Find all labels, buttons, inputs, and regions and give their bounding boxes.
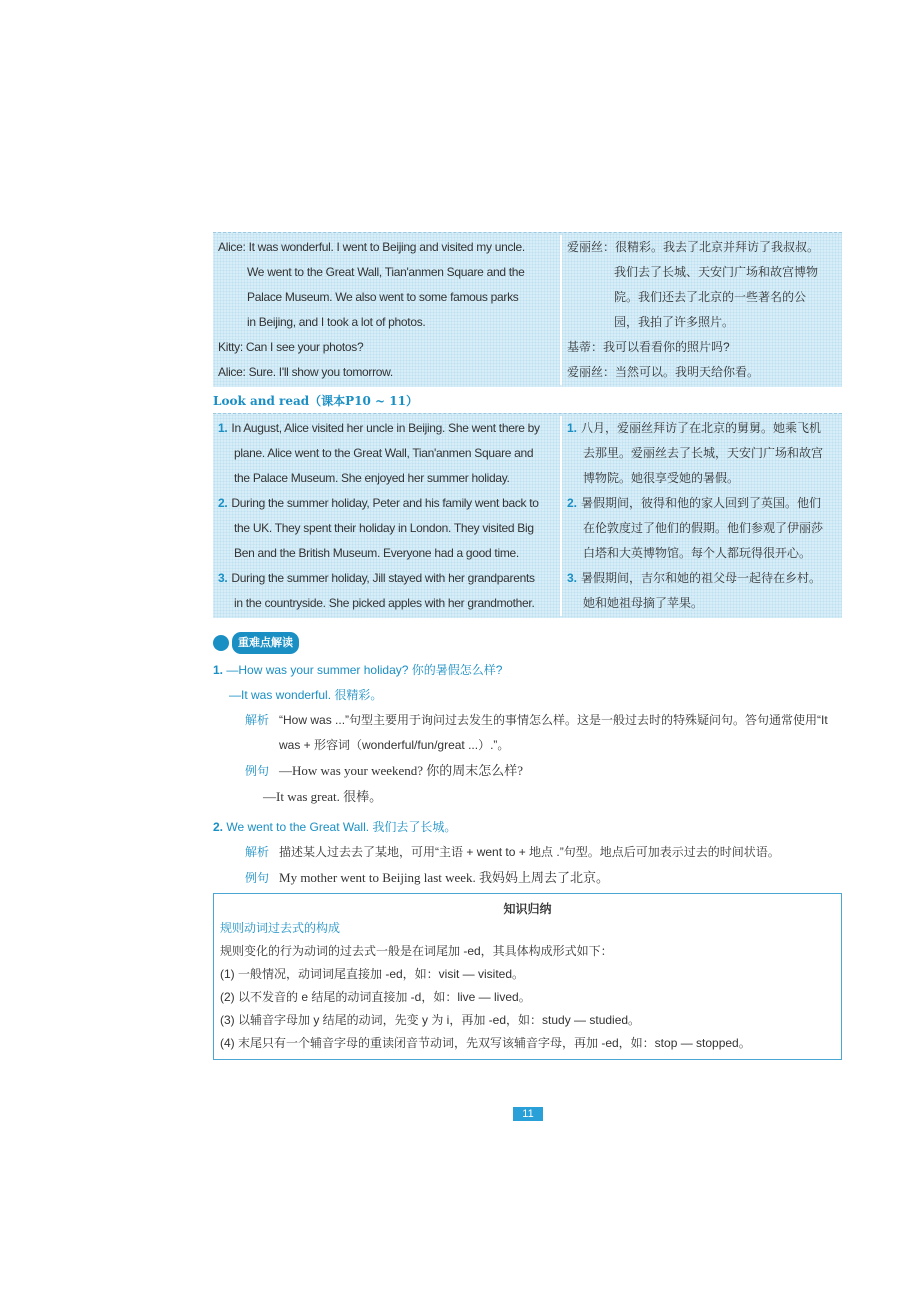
item-number: 1. bbox=[218, 421, 228, 435]
dialogue-line: Kitty: Can I see your photos? bbox=[213, 335, 562, 360]
look-read-line bbox=[213, 491, 562, 516]
page-number: 11 bbox=[513, 1107, 543, 1121]
item-number: 3. bbox=[218, 571, 228, 585]
translation-line: 院。我们还去了北京的一些著名的公 bbox=[614, 290, 807, 304]
item-text: 暑假期间，吉尔和她的祖父母一起待在乡村。 bbox=[581, 571, 822, 585]
look-read-title: Look and read（课本P10 ~ 11） bbox=[213, 394, 418, 408]
knowledge-line: (2) 以不发音的 e 结尾的动词直接加 -d，如：live — lived。 bbox=[220, 990, 531, 1004]
section-heading bbox=[213, 632, 842, 654]
item-text: 博物院。她很享受她的暑假。 bbox=[583, 471, 740, 485]
point-question: —How was your summer holiday? 你的暑假怎么样? bbox=[226, 663, 503, 677]
analysis-text: 描述某人过去去了某地，可用“主语 + went to + 地点 .”句型。地点后可加表示过去的时间状语。 bbox=[279, 845, 780, 859]
point-2 bbox=[213, 815, 842, 840]
look-read-line bbox=[562, 441, 842, 466]
look-read-table bbox=[213, 413, 842, 618]
translation-line: 我们去了长城、天安门广场和故宫博物 bbox=[614, 265, 819, 279]
section-icon bbox=[213, 635, 229, 651]
item-number: 2. bbox=[567, 496, 578, 510]
example-label: 例句 bbox=[245, 871, 270, 885]
look-read-line bbox=[562, 466, 842, 491]
item-number: 1. bbox=[567, 421, 578, 435]
item-text: Ben and the British Museum. Everyone had a good time. bbox=[234, 546, 519, 560]
knowledge-subtitle: 规则动词过去式的构成 bbox=[220, 921, 341, 935]
dialogue-line: We went to the Great Wall, Tian'anmen Square and the bbox=[213, 260, 562, 285]
analysis-text: was + 形容词（wonderful/fun/great ...）.”。 bbox=[279, 738, 510, 752]
analysis bbox=[229, 708, 842, 758]
dialogue-line: in Beijing, and I took a lot of photos. bbox=[213, 310, 562, 335]
item-text: 暑假期间，彼得和他的家人回到了英国。他们 bbox=[581, 496, 822, 510]
translation-line: 基蒂：我可以看看你的照片吗? bbox=[567, 340, 730, 354]
point-number: 2. bbox=[213, 820, 224, 834]
dialogue-line: Alice: It was wonderful. I went to Beijing and visited my uncle. bbox=[213, 235, 562, 260]
dialogue-line: Palace Museum. We also went to some famous parks bbox=[213, 285, 562, 310]
item-number: 3. bbox=[567, 571, 578, 585]
item-text: During the summer holiday, Jill stayed with her grandparents bbox=[231, 571, 535, 585]
item-text: 白塔和大英博物馆。每个人都玩得很开心。 bbox=[583, 546, 812, 560]
look-read-line bbox=[562, 566, 842, 591]
look-read-line bbox=[562, 516, 842, 541]
look-read-line bbox=[213, 566, 562, 591]
analysis bbox=[229, 840, 842, 865]
content bbox=[213, 232, 842, 1060]
translation-line: 园，我拍了许多照片。 bbox=[614, 315, 735, 329]
look-read-line bbox=[562, 591, 842, 616]
item-text: the Palace Museum. She enjoyed her summer holiday. bbox=[234, 471, 510, 485]
dialogue-line: Alice: Sure. I'll show you tomorrow. bbox=[213, 360, 562, 385]
item-text: in the countryside. She picked apples with her grandmother. bbox=[234, 596, 535, 610]
analysis-label: 解析 bbox=[245, 845, 270, 859]
knowledge-line: (3) 以辅音字母加 y 结尾的动词，先变 y 为 i，再加 -ed，如：study — studied。 bbox=[220, 1013, 641, 1027]
knowledge-line: (4) 末尾只有一个辅音字母的重读闭音节动词，先双写该辅音字母，再加 -ed，如：stop — stopped。 bbox=[220, 1036, 751, 1050]
example bbox=[229, 758, 842, 784]
analysis-label: 解析 bbox=[245, 713, 270, 727]
example bbox=[229, 865, 842, 891]
point-question: We went to the Great Wall. 我们去了长城。 bbox=[226, 820, 457, 834]
look-read-line bbox=[562, 491, 842, 516]
look-read-line bbox=[562, 541, 842, 566]
translation-line: 爱丽丝：当然可以。我明天给你看。 bbox=[567, 365, 760, 379]
example-label: 例句 bbox=[245, 764, 270, 778]
look-read-line bbox=[562, 416, 842, 441]
item-text: 她和她祖母摘了苹果。 bbox=[583, 596, 704, 610]
example-text: My mother went to Beijing last week. 我妈妈上周去了北京。 bbox=[279, 870, 610, 885]
knowledge-line: 规则变化的行为动词的过去式一般是在词尾加 -ed，其具体构成形式如下： bbox=[220, 944, 613, 958]
item-text: 在伦敦度过了他们的假期。他们参观了伊丽莎 bbox=[583, 521, 824, 535]
point-number: 1. bbox=[213, 663, 224, 677]
point-1 bbox=[213, 658, 842, 683]
item-text: During the summer holiday, Peter and his family went back to bbox=[231, 496, 539, 510]
example-text: —It was great. 很棒。 bbox=[263, 789, 383, 804]
knowledge-line: (1) 一般情况，动词词尾直接加 -ed，如：visit — visited。 bbox=[220, 967, 525, 981]
item-text: 八月，爱丽丝拜访了在北京的舅舅。她乘飞机 bbox=[581, 421, 822, 435]
look-read-line bbox=[213, 466, 562, 491]
translation-line: 爱丽丝：很精彩。我去了北京并拜访了我叔叔。 bbox=[567, 240, 820, 254]
look-read-line bbox=[213, 516, 562, 541]
look-read-line bbox=[213, 591, 562, 616]
item-number: 2. bbox=[218, 496, 228, 510]
section-title: 重难点解读 bbox=[232, 632, 299, 654]
knowledge-box bbox=[213, 893, 842, 1060]
example-text: —How was your weekend? 你的周末怎么样? bbox=[279, 763, 524, 778]
look-read-line bbox=[213, 541, 562, 566]
item-text: plane. Alice went to the Great Wall, Tian'anmen Square and bbox=[234, 446, 534, 460]
dialogue-table bbox=[213, 232, 842, 387]
item-text: 去那里。爱丽丝去了长城，天安门广场和故宫 bbox=[583, 446, 824, 460]
look-read-line bbox=[213, 441, 562, 466]
knowledge-title: 知识归纳 bbox=[503, 902, 552, 916]
analysis-text: “How was ...”句型主要用于询问过去发生的事情怎么样。这是一般过去时的特殊疑问句。答句通常使用“It bbox=[279, 713, 828, 727]
item-text: the UK. They spent their holiday in London. They visited Big bbox=[234, 521, 534, 535]
point-answer: —It was wonderful. 很精彩。 bbox=[229, 688, 383, 702]
item-text: In August, Alice visited her uncle in Beijing. She went there by bbox=[231, 421, 540, 435]
look-read-line bbox=[213, 416, 562, 441]
